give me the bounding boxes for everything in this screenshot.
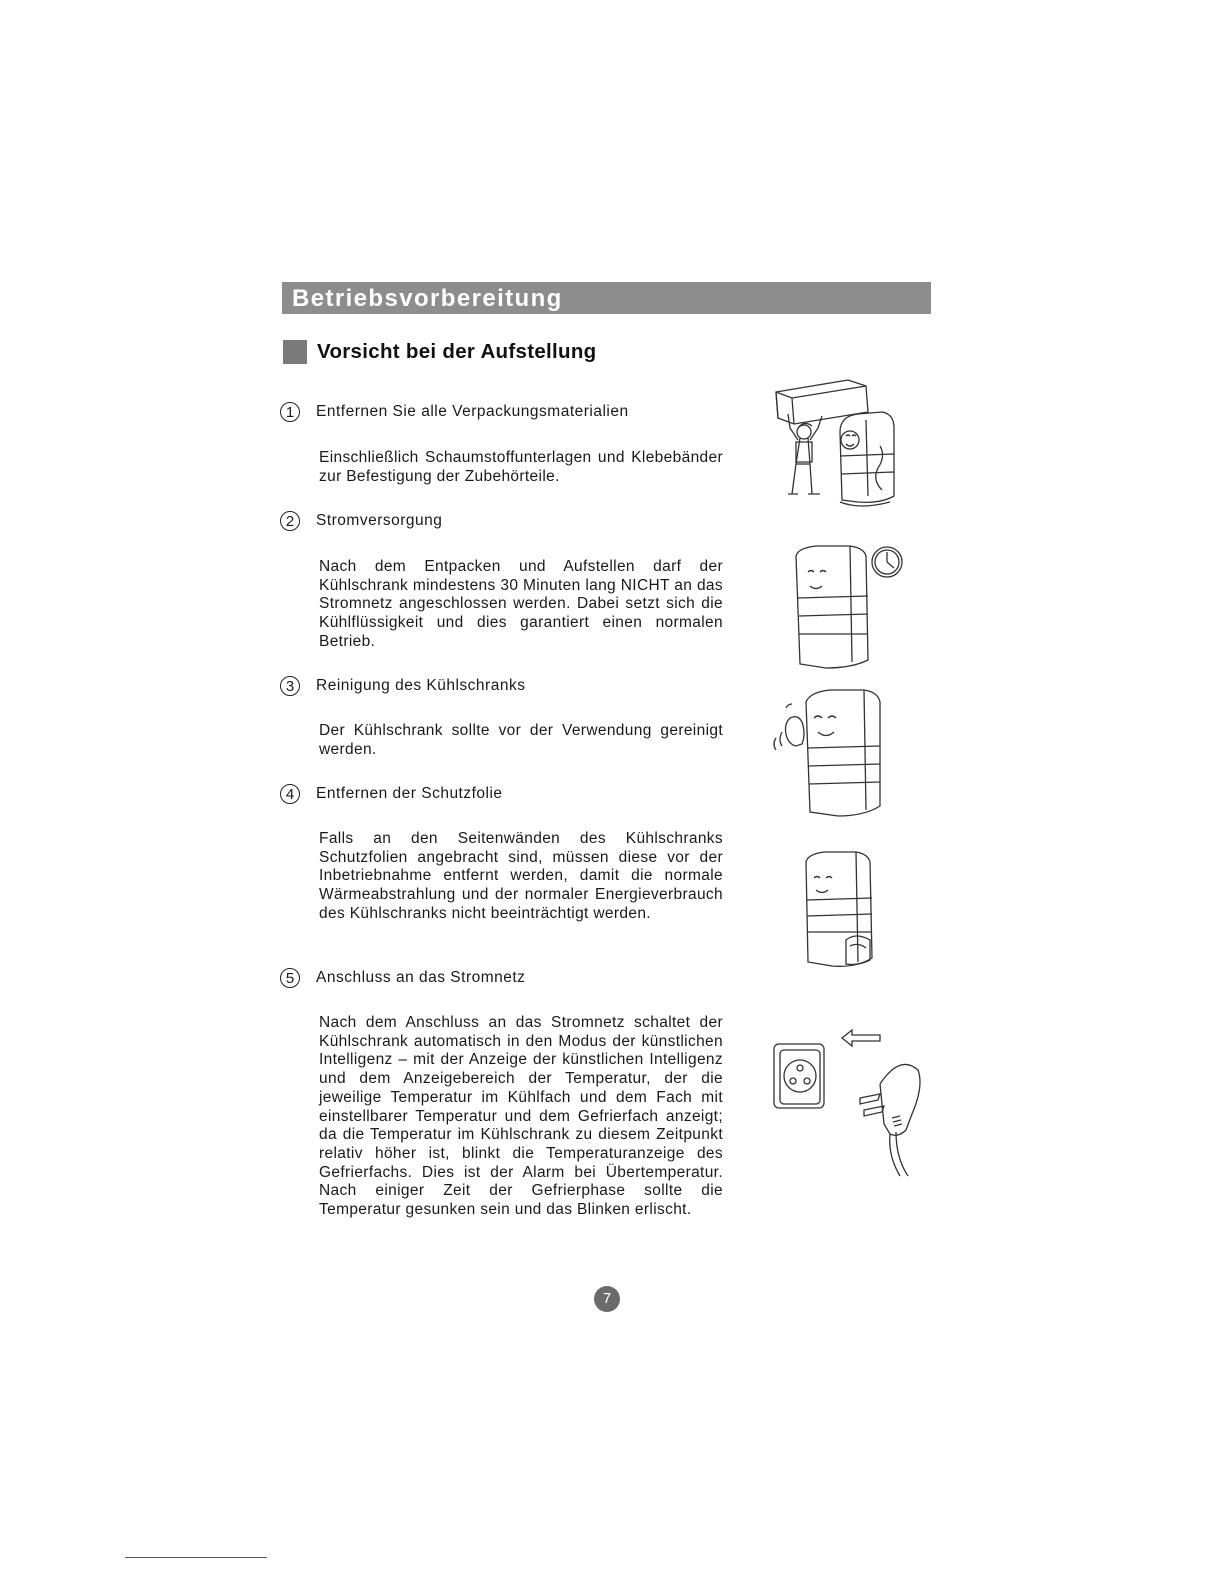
item-2-text: Nach dem Entpacken und Aufstellen darf der Kühlschrank mindestens 30 Minuten lang NICHT an das Stromnetz angeschlossen werden. Dabei setzt sich die Kühlflüssigkeit und dies garantiert einen normalen Betrieb.	[319, 558, 723, 650]
item-5-heading	[280, 966, 525, 990]
item-4-number: 4	[280, 784, 300, 804]
protective-film-illustration	[802, 850, 878, 970]
item-4-text: Falls an den Seitenwänden des Kühlschranks Schutzfolien angebracht sind, müssen diese vor der Inbetriebnahme entfernt werden, damit die normale Wärmeabstrahlung und der normaler Energieverbrauch des Kühlschranks nicht beeinträchtigt werden.	[319, 830, 723, 922]
item-5-title: Anschluss an das Stromnetz	[316, 969, 526, 986]
item-2-title: Stromversorgung	[316, 512, 443, 529]
item-1-text: Einschließlich Schaumstoffunterlagen und Klebebänder zur Befestigung der Zubehörteile.	[319, 449, 723, 485]
footer-link-underline[interactable]	[125, 1557, 267, 1558]
clock-fridge-illustration	[786, 542, 910, 672]
item-2-number: 2	[280, 511, 300, 531]
item-4-title: Entfernen der Schutzfolie	[316, 785, 503, 802]
page-number: 7	[594, 1286, 620, 1312]
item-3-title: Reinigung des Kühlschranks	[316, 677, 526, 694]
section-title: Vorsicht bei der Aufstellung	[317, 340, 597, 363]
chapter-banner: Betriebsvorbereitung	[282, 282, 931, 314]
item-3-text: Der Kühlschrank sollte vor der Verwendung gereinigt werden.	[319, 722, 723, 758]
section-square-icon	[283, 340, 307, 364]
item-1-heading	[280, 400, 629, 424]
section-heading	[283, 339, 596, 365]
item-5-number: 5	[280, 968, 300, 988]
item-1-number: 1	[280, 402, 300, 422]
item-2-heading	[280, 509, 442, 533]
plug-socket-illustration	[772, 1026, 924, 1186]
item-1-title: Entfernen Sie alle Verpackungsmaterialien	[316, 403, 629, 420]
item-4-heading	[280, 782, 503, 806]
item-5-text: Nach dem Anschluss an das Stromnetz schaltet der Kühlschrank automatisch in den Modus der künstlichen Intelligenz – mit der Anzeige der künstlichen Intelligenz und dem Anzeigebereich der Temperatur, der die jeweilige Temperatur im Kühlfach und dem Fach mit einstellbarer Temperatur und dem Gefrierfach anzeigt; da die Temperatur im Kühlschrank zu diesem Zeitpunkt relativ höher ist, blinkt die Temperaturanzeige des Gefrierfachs. Dies ist der Alarm bei Übertemperatur. Nach einiger Zeit der Gefrierphase sollte die Temperatur gesunken sein und das Blinken erlischt.	[319, 1014, 723, 1219]
item-3-number: 3	[280, 676, 300, 696]
cleaning-fridge-illustration	[766, 688, 886, 820]
unpacking-illustration	[770, 376, 906, 512]
item-3-heading	[280, 674, 525, 698]
